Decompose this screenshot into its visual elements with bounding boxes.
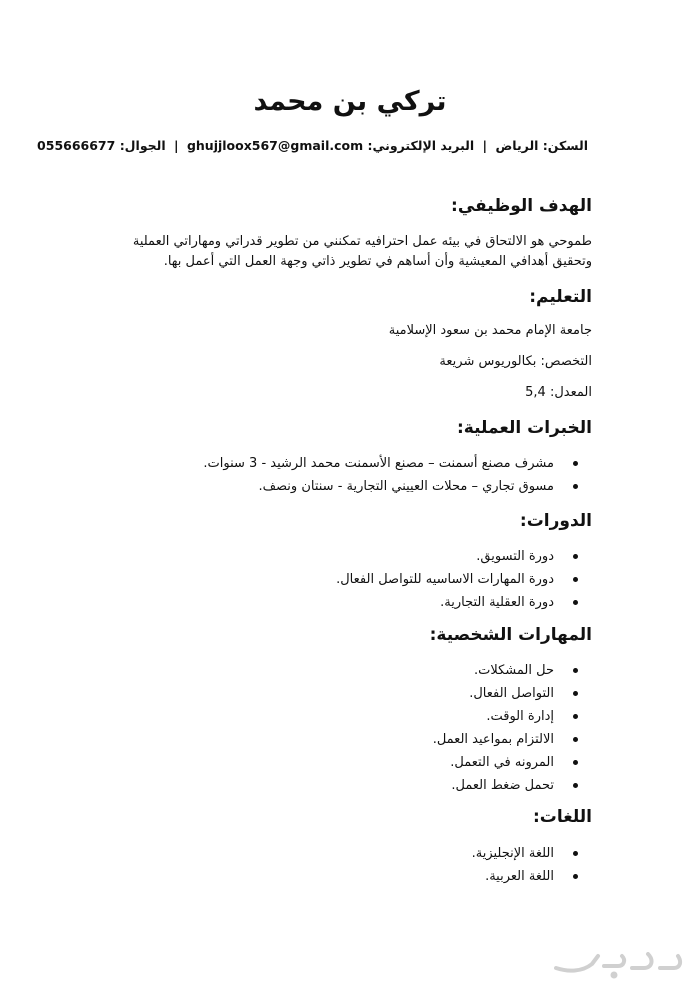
list-item: مسوق تجاري – محلات العييني التجارية - سنتان ونصف. xyxy=(203,475,592,498)
bullet-icon xyxy=(573,691,578,696)
bullet-icon xyxy=(573,668,578,673)
bullet-icon xyxy=(573,851,578,856)
list-item: دورة المهارات الاساسيه للتواصل الفعال. xyxy=(336,568,592,591)
list-item: التواصل الفعال. xyxy=(433,682,592,705)
email-address[interactable]: ghujjloox567@gmail.com xyxy=(186,138,364,153)
bullet-icon xyxy=(573,554,578,559)
skills-title: المهارات الشخصية: xyxy=(429,625,592,645)
bullet-icon xyxy=(573,874,578,879)
bullet-icon xyxy=(573,760,578,765)
contact-line xyxy=(37,138,588,153)
list-item: حل المشكلات. xyxy=(433,659,592,682)
separator: | xyxy=(482,138,488,153)
email-label: البريد الإلكتروني: xyxy=(367,138,475,153)
bullet-icon xyxy=(573,737,578,742)
bullet-icon xyxy=(573,600,578,605)
haraj-watermark-logo xyxy=(548,942,688,982)
experience-list xyxy=(203,452,592,498)
courses-list xyxy=(336,545,592,614)
education-title: التعليم: xyxy=(529,287,592,307)
list-item: المرونه في التعمل. xyxy=(433,751,592,774)
list-item: اللغة العربية. xyxy=(472,865,592,888)
courses-title: الدورات: xyxy=(519,511,592,531)
list-item: دورة التسويق. xyxy=(336,545,592,568)
bullet-icon xyxy=(573,783,578,788)
phone-number[interactable]: 055666677 xyxy=(37,138,116,153)
gpa-value: 5,4 xyxy=(525,385,546,400)
languages-title: اللغات: xyxy=(532,807,592,827)
university: جامعة الإمام محمد بن سعود الإسلامية xyxy=(388,323,592,338)
bullet-icon xyxy=(573,461,578,466)
gpa-line xyxy=(525,385,592,400)
list-item: اللغة الإنجليزية. xyxy=(472,842,592,865)
objective-title: الهدف الوظيفي: xyxy=(451,196,592,216)
skills-list xyxy=(433,659,592,797)
separator: | xyxy=(174,138,179,153)
gpa-label: المعدل: xyxy=(549,385,592,400)
phone-label: الجوال: xyxy=(119,138,166,153)
list-item: تحمل ضغط العمل. xyxy=(433,774,592,797)
bullet-icon xyxy=(573,577,578,582)
list-item: مشرف مصنع أسمنت – مصنع الأسمنت محمد الرشيد - 3 سنوات. xyxy=(203,452,592,475)
bullet-icon xyxy=(573,714,578,719)
list-item: إدارة الوقت. xyxy=(433,705,592,728)
applicant-name: تركي بن محمد xyxy=(253,86,447,117)
list-item: دورة العقلية التجارية. xyxy=(336,591,592,614)
experience-title: الخبرات العملية: xyxy=(457,418,592,438)
bullet-icon xyxy=(573,484,578,489)
residence-label: السكن: الرياض xyxy=(495,138,588,153)
major: التخصص: بكالوريوس شريعة xyxy=(439,354,592,369)
languages-list xyxy=(472,842,592,888)
objective-text: طموحي هو الالتحاق في بيئه عمل احترافيه تمكنني من تطوير قدراتي ومهاراتي العملية وتحقيق أهدافي المعيشية وأن أساهم في تطوير ذاتي وجهة العمل التي أعمل بها. xyxy=(132,234,592,269)
list-item: الالتزام بمواعيد العمل. xyxy=(433,728,592,751)
